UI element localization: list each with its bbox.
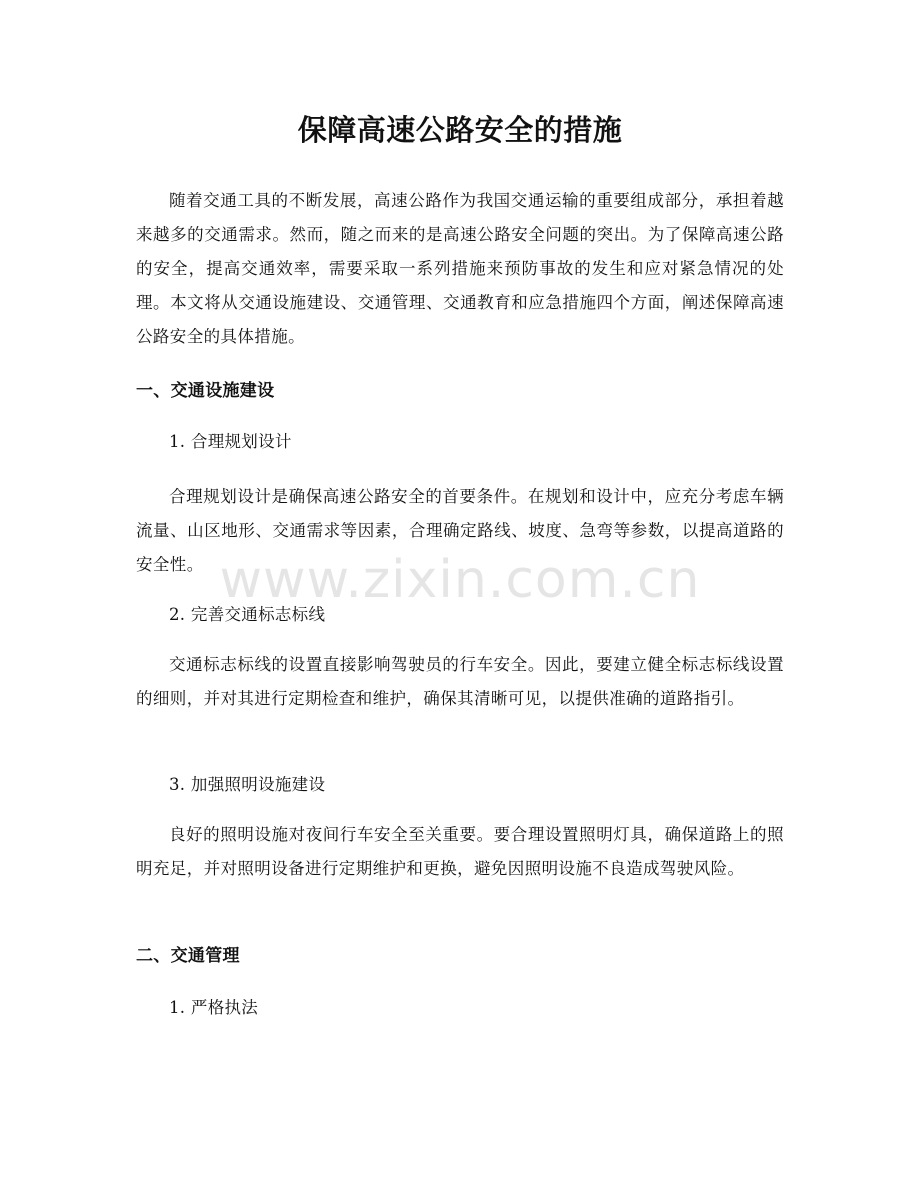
subsection-title-signs: 2. 完善交通标志标线 bbox=[169, 605, 326, 624]
paragraph-signs: 交通标志标线的设置直接影响驾驶员的行车安全。因此，要建立健全标志标线设置的细则，并对其进行定期检查和维护，确保其清晰可见，以提供准确的道路指引。 bbox=[136, 655, 784, 708]
watermark-text: www.zixin.com.cn bbox=[219, 550, 701, 610]
section-heading-management: 二、交通管理 bbox=[136, 946, 240, 966]
subsection-title-lighting: 3. 加强照明设施建设 bbox=[169, 775, 326, 794]
subsection-title-enforcement: 1. 严格执法 bbox=[169, 998, 259, 1017]
paragraph-lighting: 良好的照明设施对夜间行车安全至关重要。要合理设置照明灯具，确保道路上的照明充足，并对照明设备进行定期维护和更换，避免因照明设施不良造成驾驶风险。 bbox=[136, 825, 784, 878]
intro-paragraph: 随着交通工具的不断发展，高速公路作为我国交通运输的重要组成部分，承担着越来越多的交通需求。然而，随之而来的是高速公路安全问题的突出。为了保障高速公路的安全，提高交通效率，需要采取一系列措施来预防事故的发生和应对紧急情况的处理。本文将从交通设施建设、交通管理、交通教育和应急措施四个方面，阐述保障高速公路安全的具体措施。 bbox=[136, 191, 784, 346]
document-title: 保障高速公路安全的措施 bbox=[297, 113, 623, 147]
paragraph-planning: 合理规划设计是确保高速公路安全的首要条件。在规划和设计中，应充分考虑车辆流量、山区地形、交通需求等因素，合理确定路线、坡度、急弯等参数，以提高道路的安全性。 bbox=[136, 487, 784, 574]
section-heading-facilities: 一、交通设施建设 bbox=[136, 381, 275, 401]
subsection-title-planning: 1. 合理规划设计 bbox=[169, 432, 292, 451]
